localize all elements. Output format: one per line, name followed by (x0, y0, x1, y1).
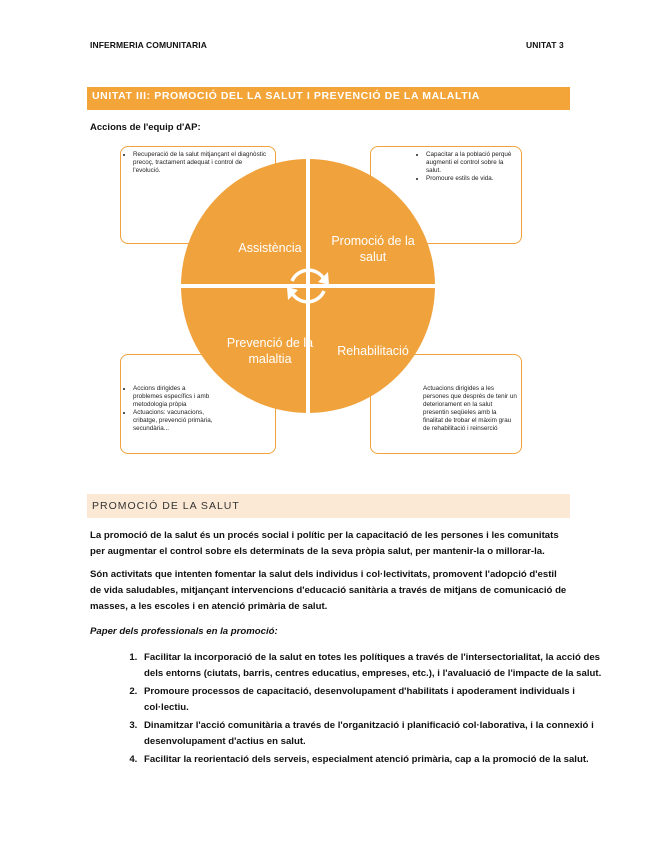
accions-label: Accions de l'equip d'AP: (90, 122, 201, 133)
quadrant-prevencio: Prevenció de la malaltia (226, 336, 314, 366)
health-actions-diagram (180, 158, 436, 414)
callout-item: • Recuperació de la salut mitjançant el diagnòstic precoç, tractament adequat i control de l'evolució. (133, 151, 271, 175)
professionals-list (90, 650, 618, 770)
quadrant-promocio: Promoció de la salut (331, 234, 415, 264)
callout-item: • Promoure estils de vida. (426, 175, 517, 183)
callout-item: • Accions dirigides a problemes específics i amb metodologia pròpia (133, 385, 215, 409)
header-left: INFERMERIA COMUNITARIA (90, 40, 207, 50)
callout-item: Actuacions dirigides a les persones que després de tenir un deteriorament en la salut presentin seqüeles amb la finalitat de trobar el màxim grau de rehabilitació i reinserció (423, 385, 517, 432)
unit-title-banner: UNITAT III: PROMOCIÓ DEL LA SALUT I PREVENCIÓ DE LA MALALTIA (87, 87, 570, 110)
callout-item: • Actuacions: vacunacions, cribatge, prevenció primària, secundària... (133, 409, 215, 433)
quadrant-assistencia: Assistència (238, 241, 302, 255)
header-right: UNITAT 3 (526, 40, 564, 50)
list-item: 3. Dinamitzar l'acció comunitària a través de l'organització i planificació col·laborativa, i la connexió i desenvolupament d'actius en salut. (140, 718, 618, 750)
list-item: 2. Promoure processos de capacitació, desenvolupament d'habilitats i apoderament individuals i col·lectiu. (140, 684, 618, 716)
paragraph-definition: La promoció de la salut és un procés social i polític per la capacitació de les persones i les comunitats per augmentar el control sobre els determinats de la seva pròpia salut, per mantenir-la o millorar-la. (90, 530, 559, 557)
paragraph-activities: Són activitats que intenten fomentar la salut dels individus i col·lectivitats, promovent l'adopció d'estil de vida saludables, mitjançant intervencions d'educació sanitària a través de mitjans de comunicació de masses, a les escoles i en atenció primària de salut. (90, 569, 567, 612)
list-item: 4. Facilitar la reorientació dels serveis, especialment atenció primària, cap a la promoció de la salut. (140, 752, 618, 768)
subtitle-professionals: Paper dels professionals en la promoció: (90, 626, 278, 637)
quadrant-rehabilitacio: Rehabilitació (337, 344, 409, 358)
list-item: 1. Facilitar la incorporació de la salut en totes les polítiques a través de l'intersectorialitat, la acció des dels entorns (ciutats, barris, centres educatius, empreses, etc.), i l'avaluació de l'impacte de la salut. (140, 650, 618, 682)
callout-item: • Capacitar a la població perquè augmenti el control sobre la salut. (426, 151, 517, 175)
section-title: PROMOCIÓ DE LA SALUT (87, 494, 570, 518)
